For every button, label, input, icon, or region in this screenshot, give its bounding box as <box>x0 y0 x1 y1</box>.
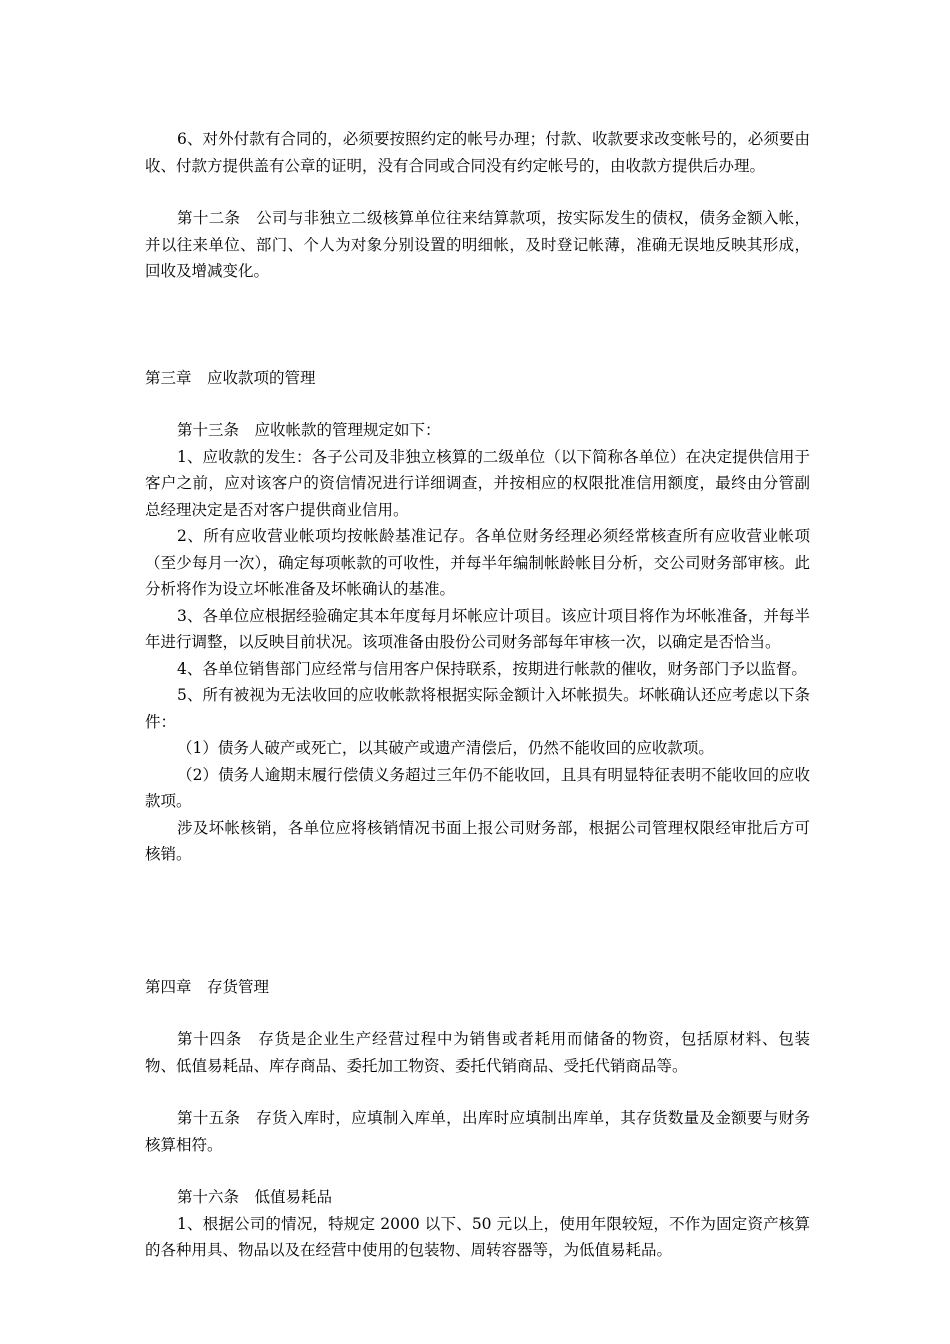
body-paragraph: （2）债务人逾期末履行偿债义务超过三年仍不能收回，且具有明显特征表明不能收回的应收款项。 <box>145 765 810 810</box>
chapter-heading: 第三章 应收款项的管理 <box>145 368 316 387</box>
paragraph-spacer <box>145 1000 810 1026</box>
paragraph-spacer <box>145 1158 810 1184</box>
body-paragraph: 第十二条 公司与非独立二级核算单位往来结算款项，按实际发生的债权，债务金额入帐，并以往来单位、部门、个人为对象分别设置的明细帐，及时登记帐薄，准确无误地反映其形成，回收及增减变化。 <box>145 209 810 280</box>
body-paragraph: 1、应收款的发生：各子公司及非独立核算的二级单位（以下简称各单位）在决定提供信用于客户之前，应对该客户的资信情况进行详细调查，并按相应的权限批准信用额度，最终由分管副总经理决定是否对客户提供商业信用。 <box>145 447 810 519</box>
paragraph-spacer <box>145 391 810 417</box>
body-paragraph: 第十六条 低值易耗品 <box>177 1188 333 1206</box>
document-page <box>145 126 810 1264</box>
body-paragraph: 涉及坏帐核销，各单位应将核销情况书面上报公司财务部，根据公司管理权限经审批后方可核销。 <box>145 818 810 863</box>
paragraph-spacer <box>145 285 810 365</box>
body-paragraph: 第十四条 存货是企业生产经营过程中为销售或者耗用而储备的物资，包括原材料、包装物、低值易耗品、库存商品、委托加工物资、委托代销商品、受托代销商品等。 <box>145 1030 810 1075</box>
paragraph-spacer <box>145 179 810 205</box>
body-paragraph: 6、对外付款有合同的，必须要按照约定的帐号办理；付款、收款要求改变帐号的，必须要由收、付款方提供盖有公章的证明，没有合同或合同没有约定帐号的，由收款方提供后办理。 <box>145 130 810 175</box>
paragraph-spacer <box>145 1079 810 1105</box>
body-paragraph: 1、根据公司的情况，特规定 2000 以下、50 元以上，使用年限较短，不作为固定资产核算的各种用具、物品以及在经营中使用的包装物、周转容器等，为低值易耗品。 <box>145 1214 810 1259</box>
body-paragraph: （1）债务人破产或死亡，以其破产或遗产清偿后，仍然不能收回的应收款项。 <box>177 739 714 757</box>
body-paragraph: 3、各单位应根据经验确定其本年度每月坏帐应计项目。该应计项目将作为坏帐准备，并每半年进行调整，以反映目前状况。该项准备由股份公司财务部每年审核一次，以确定是否恰当。 <box>145 606 810 651</box>
body-paragraph: 5、所有被视为无法收回的应收帐款将根据实际金额计入坏帐损失。坏帐确认还应考虑以下条件： <box>145 686 810 731</box>
body-paragraph: 4、各单位销售部门应经常与信用客户保持联系，按期进行帐款的催收，财务部门予以监督。 <box>177 659 807 678</box>
chapter-heading: 第四章 存货管理 <box>145 977 270 996</box>
paragraph-spacer <box>145 868 810 974</box>
body-paragraph: 第十三条 应收帐款的管理规定如下： <box>177 421 441 439</box>
body-paragraph: 2、所有应收营业帐项均按帐龄基准记存。各单位财务经理必须经常核查所有应收营业帐项（至少每月一次），确定每项帐款的可收性，并每半年编制帐龄帐目分析，交公司财务部审核。此分析将作为设立坏帐准备及坏帐确认的基准。 <box>145 527 810 598</box>
body-paragraph: 第十五条 存货入库时，应填制入库单，出库时应填制出库单，其存货数量及金额要与财务核算相符。 <box>145 1109 810 1154</box>
